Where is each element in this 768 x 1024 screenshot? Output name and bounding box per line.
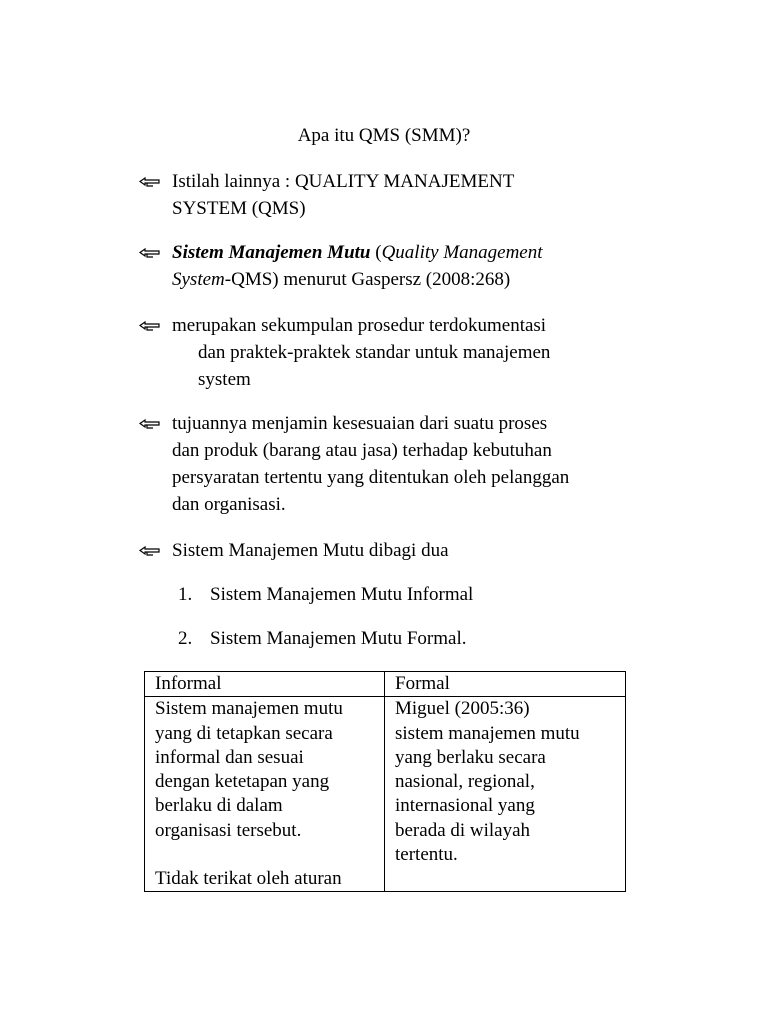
bullet-item-merupakan	[138, 312, 648, 393]
pointing-hand-bullet-icon	[138, 410, 164, 437]
pointing-hand-bullet-icon	[138, 239, 164, 266]
table-row	[145, 697, 626, 892]
comparison-table	[144, 671, 626, 892]
page-title: Apa itu QMS (SMM)?	[297, 125, 471, 146]
table-header-informal: Informal	[145, 672, 385, 697]
bullet-text: Istilah lainnya : QUALITY MANAJEMENT SYSTEM (QMS)	[172, 171, 515, 219]
bullet-item-dibagi-dua	[138, 537, 648, 564]
table-header-row	[145, 672, 626, 697]
bullet-text: Sistem Manajemen Mutu (Quality Management System-QMS) menurut Gaspersz (2008:268)	[172, 242, 543, 290]
table-cell-informal: Sistem manajemen mutu yang di tetapkan secara informal dan sesuai dengan ketetapan yang berlaku di dalam organisasi tersebut. Tidak terikat oleh aturan	[145, 697, 385, 892]
pointing-hand-bullet-icon	[138, 312, 164, 339]
bullet-text: tujuannya menjamin kesesuaian dari suatu proses dan produk (barang atau jasa) terhadap kebutuhan persyaratan tertentu yang ditentukan oleh pelanggan dan organisasi.	[172, 413, 570, 515]
bullet-item-istilah	[138, 168, 648, 222]
table-cell-formal: Miguel (2005:36) sistem manajemen mutu yang berlaku secara nasional, regional, internasional yang berada di wilayah tertentu.	[385, 697, 626, 892]
bullet-item-tujuannya	[138, 410, 648, 518]
table-header-formal: Formal	[385, 672, 626, 697]
bullet-text: Sistem Manajemen Mutu dibagi dua	[172, 540, 449, 561]
pointing-hand-bullet-icon	[138, 537, 164, 564]
numbered-item-formal: 2. Sistem Manajemen Mutu Formal.	[178, 628, 467, 649]
bullet-item-sistem-manajemen-mutu	[138, 239, 648, 293]
blank-line	[155, 843, 376, 867]
bullet-text: merupakan sekumpulan prosedur terdokumentasi dan praktek-praktek standar untuk manajemen system	[172, 315, 551, 390]
numbered-item-informal: 1. Sistem Manajemen Mutu Informal	[178, 584, 474, 605]
pointing-hand-bullet-icon	[138, 168, 164, 195]
